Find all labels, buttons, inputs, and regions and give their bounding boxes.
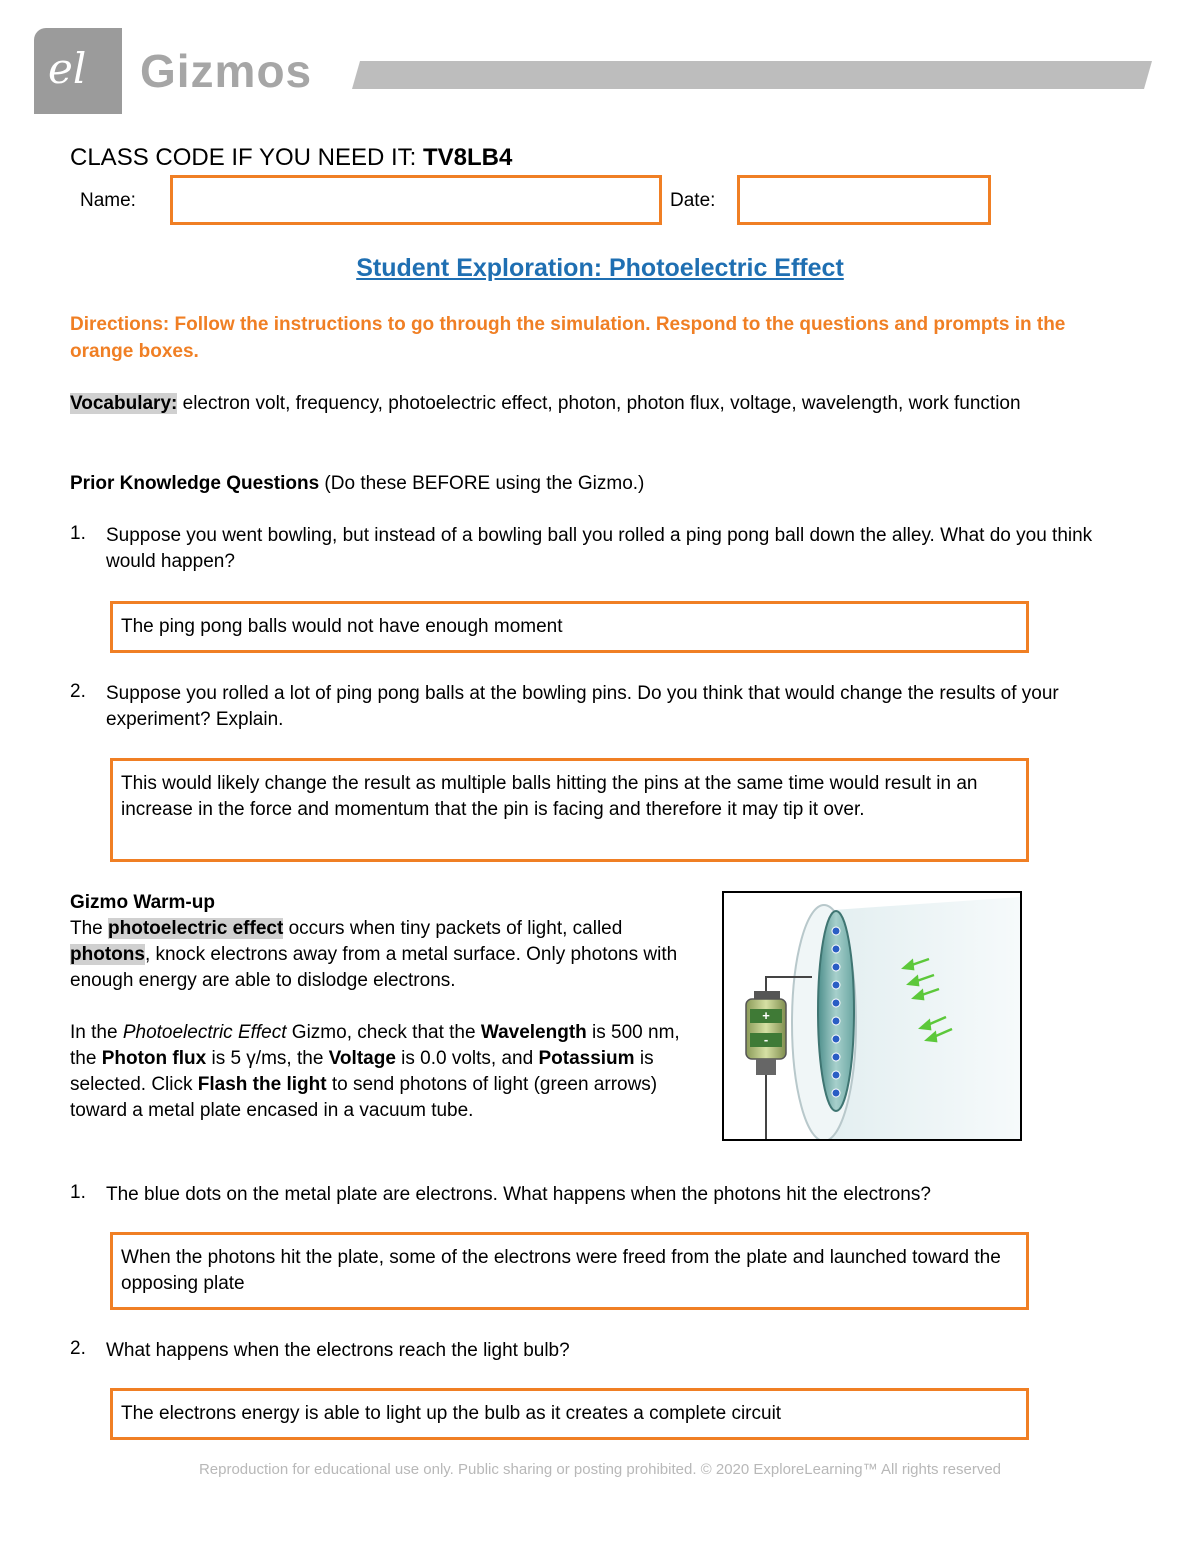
pk-answer-2-box[interactable] (110, 758, 1029, 862)
logo-monogram: el (48, 44, 87, 93)
setting-photon-flux: Photon flux (101, 1048, 207, 1069)
prior-knowledge-title: Prior Knowledge Questions (70, 473, 320, 494)
vocabulary-label: Vocabulary: (70, 393, 178, 414)
warmup-p2-text-3: is 500 nm, the (70, 1022, 680, 1069)
pk-question-2-text: Suppose you rolled a lot of ping pong balls at the bowling pins. Do you think that would change the results of your experiment? Explain. (106, 683, 1059, 730)
class-code-label: CLASS CODE IF YOU NEED IT: (70, 144, 423, 171)
setting-potassium: Potassium (538, 1048, 635, 1069)
pk-question-1-number: 1. (70, 523, 86, 544)
setting-wavelength: Wavelength (480, 1022, 587, 1043)
name-label: Name: (80, 190, 136, 211)
prior-knowledge-heading (70, 471, 644, 497)
flash-the-light-label: Flash the light (197, 1074, 327, 1095)
pk-question-2-number: 2. (70, 681, 86, 702)
date-label: Date: (670, 190, 716, 211)
pk-answer-2-text: This would likely change the result as multiple balls hitting the pins at the same time would result in an increase in the force and momentum that the pin is facing and therefore it may tip it over. (121, 773, 978, 820)
warmup-p2-text-5: is 0.0 volts, and (395, 1048, 539, 1069)
warmup-answer-2-text: The electrons energy is able to light up the bulb as it creates a complete circuit (121, 1403, 782, 1424)
warmup-p1-text-1: The (70, 918, 109, 939)
pk-answer-1-box[interactable] (110, 601, 1029, 653)
prior-knowledge-note: (Do these BEFORE using the Gizmo.) (319, 473, 645, 494)
warmup-p2-text-4: is 5 γ/ms, the (206, 1048, 329, 1069)
photoelectric-gizmo-figure (722, 891, 1022, 1141)
page-title: Student Exploration: Photoelectric Effect (356, 254, 844, 282)
pk-answer-1-text: The ping pong balls would not have enough moment (121, 616, 563, 637)
warmup-p1-text-3: , knock electrons away from a metal surface. Only photons with enough energy are able to dislodge electrons. (70, 944, 678, 991)
warmup-question-2-text: What happens when the electrons reach the light bulb? (106, 1340, 570, 1361)
term-photons: photons (70, 944, 145, 965)
warmup-heading: Gizmo Warm-up (70, 892, 215, 913)
class-code-value: TV8LB4 (422, 144, 513, 171)
vocabulary-terms: electron volt, frequency, photoelectric effect, photon, photon flux, voltage, wavelength, work function (177, 393, 1021, 414)
warmup-question-2-number: 2. (70, 1338, 86, 1359)
warmup-question-1-text: The blue dots on the metal plate are electrons. What happens when the photons hit the electrons? (106, 1184, 931, 1205)
photoelectric-diagram (724, 893, 1020, 1139)
warmup-p2-text-6: is selected. Click (70, 1048, 654, 1095)
battery-plus-sign: + (762, 1008, 770, 1023)
metal-plate (818, 911, 854, 1111)
warmup-p2-text-2: Gizmo, check that the (286, 1022, 481, 1043)
warmup-p1-text-2: occurs when tiny packets of light, called (283, 918, 623, 939)
vocabulary-paragraph (70, 391, 1130, 417)
brand-name: Gizmos (140, 45, 313, 97)
battery-minus-sign: - (763, 1032, 769, 1047)
copyright-footer: Reproduction for educational use only. Public sharing or posting prohibited. © 2020 ExploreLearning™ All rights reserved (198, 1461, 1002, 1478)
warmup-question-1-number: 1. (70, 1182, 86, 1203)
name-field[interactable] (170, 175, 662, 225)
warmup-paragraph-2 (70, 1020, 690, 1124)
setting-voltage: Voltage (328, 1048, 396, 1069)
header-divider-bar (352, 61, 1152, 89)
warmup-p2-text-7: to send photons of light (green arrows) toward a metal plate encased in a vacuum tube. (70, 1074, 658, 1121)
directions-text: Directions: Follow the instructions to go through the simulation. Respond to the questions and prompts in the orange boxes. (70, 314, 1066, 362)
battery-bottom-cap (756, 1059, 776, 1075)
gizmo-name: Photoelectric Effect (122, 1022, 287, 1043)
term-photoelectric-effect: photoelectric effect (108, 918, 284, 939)
gizmos-logo-mark (34, 28, 122, 114)
warmup-answer-1-text: When the photons hit the plate, some of the electrons were freed from the plate and launched toward the opposing plate (121, 1247, 1001, 1294)
warmup-paragraph-1 (70, 916, 705, 994)
warmup-p2-text-1: In the (70, 1022, 123, 1043)
warmup-answer-1-box[interactable] (110, 1232, 1029, 1310)
date-field[interactable] (737, 175, 991, 225)
class-code-line (70, 144, 512, 172)
pk-question-1-text: Suppose you went bowling, but instead of a bowling ball you rolled a ping pong ball down the alley. What do you think would happen? (106, 525, 1093, 572)
warmup-section (70, 890, 705, 1124)
warmup-answer-2-box[interactable] (110, 1388, 1029, 1440)
